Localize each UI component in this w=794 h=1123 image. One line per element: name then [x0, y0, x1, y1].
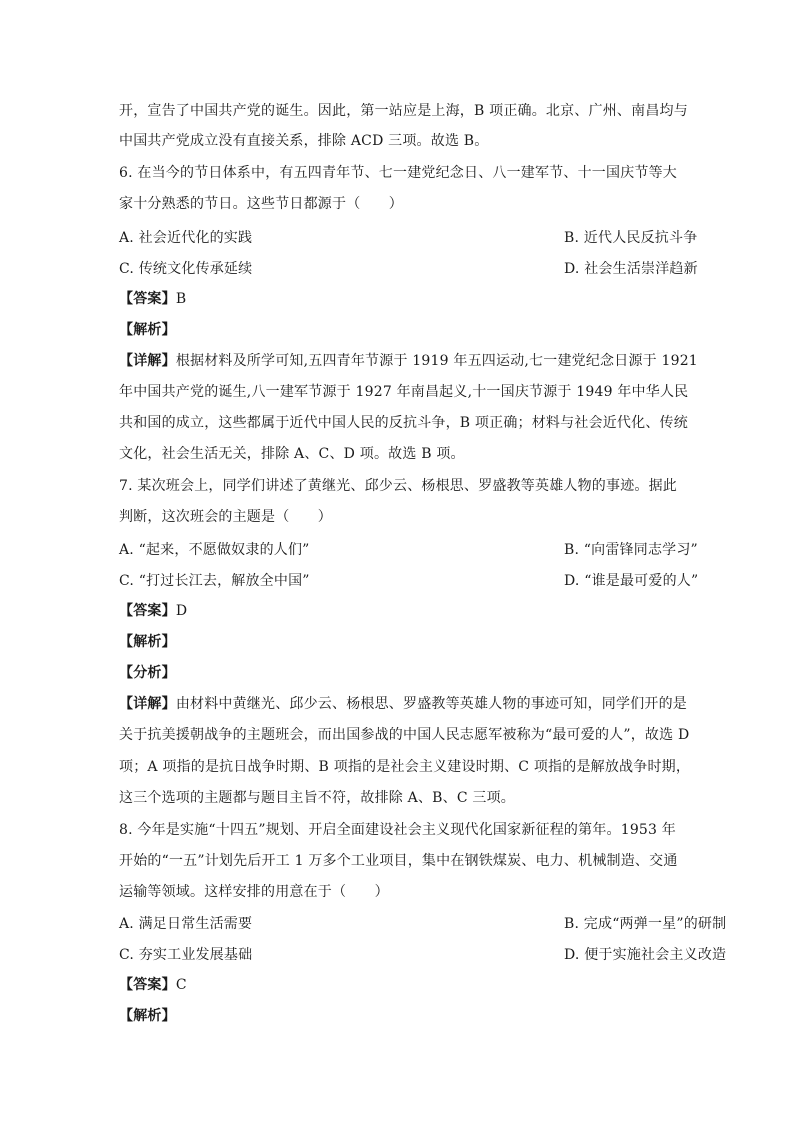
question-6-option-c: C. 传统文化传承延续 — [119, 261, 253, 277]
question-7-jiexi-tag: 【解析】 — [119, 634, 176, 650]
question-6-stem-line-2: 家十分熟悉的节日。这些节日都源于（ ） — [119, 196, 403, 212]
question-7-option-d: D. “谁是最可爱的人” — [564, 573, 699, 589]
question-7-detail-line-4: 这三个选项的主题都与题目主旨不符，故排除 A、B、C 三项。 — [119, 790, 516, 806]
question-6-option-b: B. 近代人民反抗斗争 — [564, 230, 698, 246]
question-6-answer — [119, 289, 186, 309]
detail-tag: 【详解】 — [119, 353, 176, 369]
detail-tag: 【详解】 — [119, 696, 176, 712]
answer-value: C — [175, 977, 187, 993]
question-6-detail-line-2: 年中国共产党的诞生,八一建军节源于 1927 年南昌起义,十一国庆节源于 1949 年中华人民 — [119, 384, 689, 400]
answer-tag: 【答案】 — [119, 291, 176, 307]
answer-tag: 【答案】 — [119, 977, 176, 993]
question-8-jiexi-tag: 【解析】 — [119, 1008, 176, 1024]
question-8-option-d: D. 便于实施社会主义改造 — [564, 947, 727, 963]
question-8-stem-line-2: 开始的“一五”计划先后开工 1 万多个工业项目，集中在钢铁煤炭、电力、机械制造、交通 — [119, 853, 678, 869]
answer-value: B — [175, 291, 187, 307]
question-8-stem-line-3: 运输等领域。这样安排的用意在于（ ） — [119, 884, 389, 900]
question-8-option-c: C. 夯实工业发展基础 — [119, 947, 253, 963]
question-6-options-row-2 — [119, 259, 698, 279]
question-6-detail-line-1 — [119, 351, 698, 371]
question-7-options-row-1 — [119, 540, 698, 560]
question-8-options-row-2 — [119, 945, 727, 965]
answer-tag: 【答案】 — [119, 603, 176, 619]
question-7-detail-line-1 — [119, 694, 687, 714]
question-8-option-b: B. 完成“两弹一星”的研制 — [564, 916, 727, 932]
question-7-option-a: A. “起来，不愿做奴隶的人们” — [119, 542, 310, 558]
question-6-jiexi-tag: 【解析】 — [119, 322, 176, 338]
question-7-option-b: B. “向雷锋同志学习” — [564, 542, 698, 558]
question-6-detail-line-4: 文化，社会生活无关，排除 A、C、D 项。故选 B 项。 — [119, 446, 465, 462]
question-7-fenxi-tag: 【分析】 — [119, 665, 176, 681]
question-7-options-row-2 — [119, 571, 699, 591]
question-8-answer — [119, 975, 187, 995]
question-7-stem-line-1: 7. 某次班会上，同学们讲述了黄继光、邱少云、杨根思、罗盛教等英雄人物的事迹。据此 — [119, 478, 678, 494]
question-7-option-c: C. “打过长江去，解放全中国” — [119, 573, 310, 589]
question-8-options-row-1 — [119, 914, 727, 934]
question-6-options-row-1 — [119, 228, 698, 248]
question-6-stem-line-1: 6. 在当今的节日体系中，有五四青年节、七一建党纪念日、八一建军节、十一国庆节等大 — [119, 165, 678, 181]
question-7-stem-line-2: 判断，这次班会的主题是（ ） — [119, 509, 332, 525]
question-8-option-a: A. 满足日常生活需要 — [119, 916, 253, 932]
question-6-option-d: D. 社会生活崇洋趋新 — [564, 261, 698, 277]
answer-value: D — [175, 603, 188, 619]
question-7-detail-line-2: 关于抗美援朝战争的主题班会，而出国参战的中国人民志愿军被称为“最可爱的人”，故选 D — [119, 727, 690, 743]
question-6-option-a: A. 社会近代化的实践 — [119, 230, 253, 246]
question-6-detail-line-3: 共和国的成立，这些都属于近代中国人民的反抗斗争，B 项正确；材料与社会近代化、传统 — [119, 415, 688, 431]
question-8-stem-line-1: 8. 今年是实施“十四五”规划、开启全面建设社会主义现代化国家新征程的第年。1953 年 — [119, 822, 676, 838]
question-7-answer — [119, 601, 187, 621]
detail-text: 由材料中黄继光、邱少云、杨根思、罗盛教等英雄人物的事迹可知，同学们开的是 — [175, 696, 688, 712]
question-7-detail-line-3: 项；A 项指的是抗日战争时期、B 项指的是社会主义建设时期、C 项指的是解放战争时期， — [119, 759, 691, 775]
detail-text: 根据材料及所学可知,五四青年节源于 1919 年五四运动,七一建党纪念日源于 1921 — [175, 353, 698, 369]
prev-explanation-line-1: 开，宣告了中国共产党的诞生。因此，第一站应是上海，B 项正确。北京、广州、南昌均与 — [119, 103, 688, 119]
prev-explanation-line-2: 中国共产党成立没有直接关系，排除 ACD 三项。故选 B。 — [119, 133, 489, 149]
